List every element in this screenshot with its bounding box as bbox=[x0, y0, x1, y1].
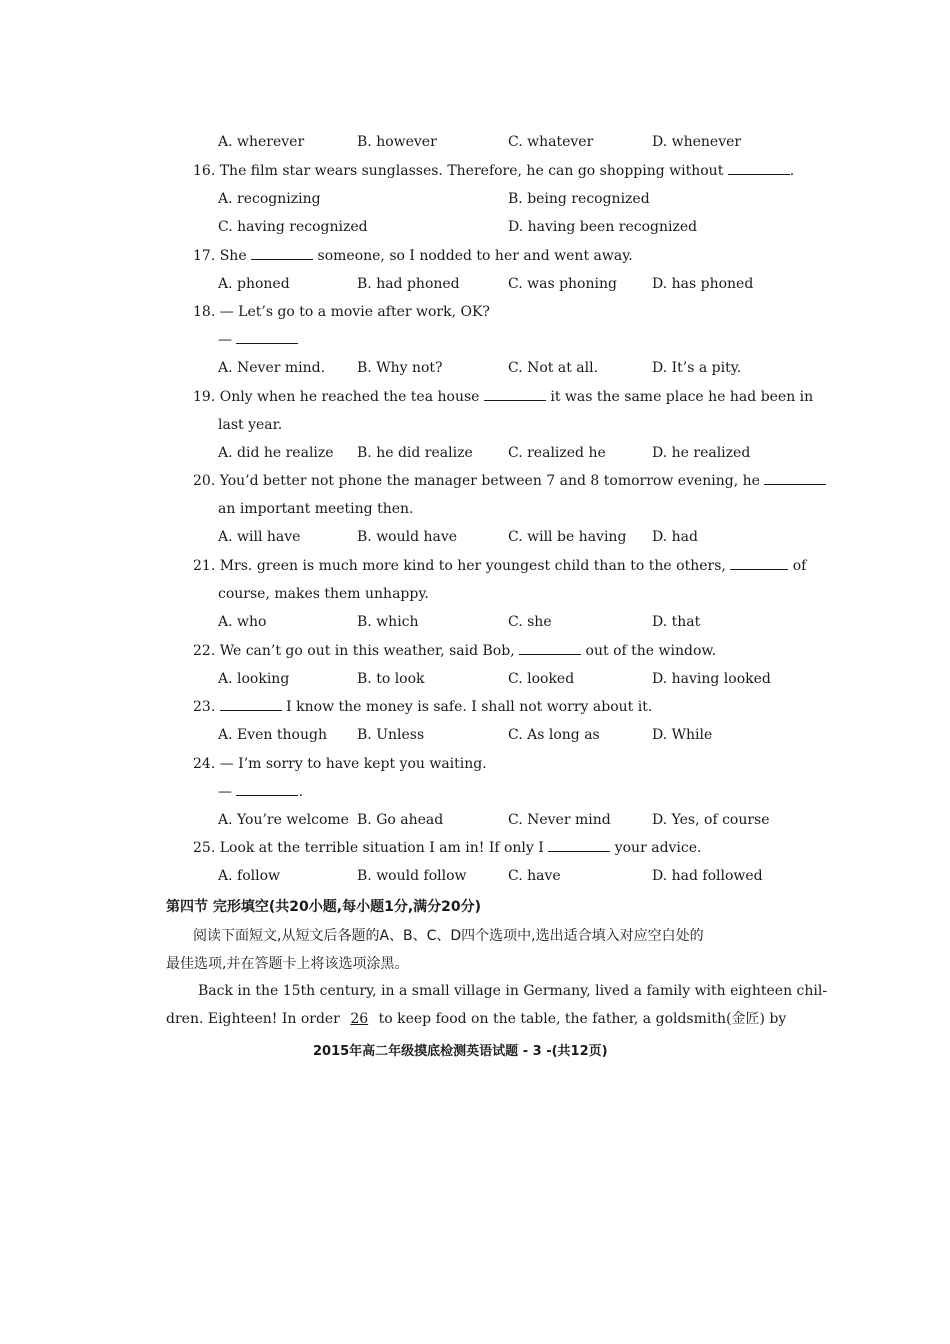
q20-option-a: A. will have bbox=[218, 529, 301, 545]
q17-option-d: D. has phoned bbox=[652, 276, 754, 292]
q25-stem-b: your advice. bbox=[614, 840, 702, 856]
q23-option-b: B. Unless bbox=[357, 727, 425, 743]
q23-option-d: D. While bbox=[652, 727, 713, 743]
q24-reply bbox=[218, 783, 303, 801]
passage-blank-26: 26 bbox=[350, 1011, 369, 1027]
q23-option-c: C. As long as bbox=[508, 727, 600, 743]
q24-option-c: C. Never mind bbox=[508, 812, 611, 828]
q21-blank bbox=[730, 557, 788, 570]
q21-stem bbox=[193, 557, 806, 575]
q23-stem-b: I know the money is safe. I shall not worry about it. bbox=[286, 699, 653, 715]
q22-option-b: B. to look bbox=[357, 671, 425, 687]
passage-line2 bbox=[166, 1010, 786, 1028]
q17-option-a: A. phoned bbox=[218, 276, 290, 292]
q17-blank bbox=[251, 247, 313, 260]
q20-stem-b: an important meeting then. bbox=[218, 501, 414, 517]
q15-option-d: D. whenever bbox=[652, 134, 742, 150]
q18-option-a: A. Never mind. bbox=[218, 360, 326, 376]
q19-stem-a: 19. Only when he reached the tea house bbox=[193, 389, 480, 405]
q23-blank bbox=[220, 698, 282, 711]
q19-stem-b: it was the same place he had been in bbox=[550, 389, 814, 405]
q20-option-b: B. would have bbox=[357, 529, 458, 545]
q20-blank bbox=[764, 472, 826, 485]
q25-option-d: D. had followed bbox=[652, 868, 763, 884]
q21-stem-c: course, makes them unhappy. bbox=[218, 586, 429, 602]
q22-stem-a: 22. We can’t go out in this weather, said Bob, bbox=[193, 643, 515, 659]
q15-option-c: C. whatever bbox=[508, 134, 594, 150]
q22-stem bbox=[193, 642, 716, 660]
q23-stem bbox=[193, 698, 652, 716]
q22-stem-b: out of the window. bbox=[585, 643, 717, 659]
passage-line2-b: to keep food on the table, the father, a goldsmith(金匠) by bbox=[378, 1011, 787, 1027]
q16-option-d: D. having been recognized bbox=[508, 219, 698, 235]
q16-blank bbox=[728, 162, 790, 175]
passage-line2-a: dren. Eighteen! In order bbox=[166, 1011, 340, 1027]
q25-blank bbox=[548, 839, 610, 852]
q16-option-b: B. being recognized bbox=[508, 191, 650, 207]
q24-option-d: D. Yes, of course bbox=[652, 812, 770, 828]
q20-option-c: C. will be having bbox=[508, 529, 627, 545]
q19-option-c: C. realized he bbox=[508, 445, 606, 461]
q24-reply-tail: . bbox=[298, 784, 303, 800]
q18-blank bbox=[236, 331, 298, 344]
q20-stem-a: 20. You’d better not phone the manager between 7 and 8 tomorrow evening, he bbox=[193, 473, 760, 489]
q20-stem bbox=[193, 472, 826, 490]
q25-stem-a: 25. Look at the terrible situation I am in! If only I bbox=[193, 840, 544, 856]
q18-reply bbox=[218, 331, 298, 349]
q25-option-b: B. would follow bbox=[357, 868, 467, 884]
q21-option-d: D. that bbox=[652, 614, 701, 630]
q18-option-c: C. Not at all. bbox=[508, 360, 599, 376]
q16-stem-text: 16. The film star wears sunglasses. Therefore, he can go shopping without bbox=[193, 163, 724, 179]
passage-line1: Back in the 15th century, in a small village in Germany, lived a family with eighteen chil- bbox=[198, 983, 828, 999]
q24-stem: 24. — I’m sorry to have kept you waiting. bbox=[193, 756, 487, 772]
section-title: 第四节 完形填空(共20小题,每小题1分,满分20分) bbox=[166, 899, 482, 915]
q17-stem-a: 17. She bbox=[193, 248, 247, 264]
q21-stem-b: of bbox=[792, 558, 807, 574]
q21-option-b: B. which bbox=[357, 614, 419, 630]
q19-option-d: D. he realized bbox=[652, 445, 751, 461]
q23-option-a: A. Even though bbox=[218, 727, 327, 743]
q18-reply-dash: — bbox=[218, 332, 232, 348]
q19-stem bbox=[193, 388, 813, 406]
q17-option-b: B. had phoned bbox=[357, 276, 460, 292]
q23-stem-a: 23. bbox=[193, 699, 216, 715]
q17-option-c: C. was phoning bbox=[508, 276, 617, 292]
q21-option-c: C. she bbox=[508, 614, 552, 630]
q22-blank bbox=[519, 642, 581, 655]
q18-option-d: D. It’s a pity. bbox=[652, 360, 742, 376]
q17-stem-b: someone, so I nodded to her and went away. bbox=[317, 248, 633, 264]
q15-option-b: B. however bbox=[357, 134, 437, 150]
q21-stem-a: 21. Mrs. green is much more kind to her youngest child than to the others, bbox=[193, 558, 726, 574]
q15-option-a: A. wherever bbox=[218, 134, 305, 150]
q20-option-d: D. had bbox=[652, 529, 698, 545]
q16-stem-tail: . bbox=[789, 163, 795, 179]
q19-option-b: B. he did realize bbox=[357, 445, 473, 461]
q18-stem: 18. — Let’s go to a movie after work, OK? bbox=[193, 304, 490, 320]
q18-option-b: B. Why not? bbox=[357, 360, 443, 376]
q19-option-a: A. did he realize bbox=[218, 445, 334, 461]
q16-option-a: A. recognizing bbox=[218, 191, 321, 207]
section-instruction-line2: 最佳选项,并在答题卡上将该选项涂黑。 bbox=[166, 956, 409, 972]
q19-stem-c: last year. bbox=[218, 417, 283, 433]
q24-blank bbox=[236, 783, 298, 796]
q21-option-a: A. who bbox=[218, 614, 267, 630]
q22-option-d: D. having looked bbox=[652, 671, 771, 687]
q25-option-c: C. have bbox=[508, 868, 561, 884]
q16-stem bbox=[193, 162, 794, 180]
q22-option-a: A. looking bbox=[218, 671, 290, 687]
q17-stem bbox=[193, 247, 633, 265]
q25-option-a: A. follow bbox=[218, 868, 280, 884]
q24-reply-dash: — bbox=[218, 784, 232, 800]
q16-option-c: C. having recognized bbox=[218, 219, 368, 235]
page-footer: 2015年高二年级摸底检测英语试题 - 3 -(共12页) bbox=[313, 1044, 608, 1059]
q25-stem bbox=[193, 839, 702, 857]
q22-option-c: C. looked bbox=[508, 671, 575, 687]
section-instruction-line1: 阅读下面短文,从短文后各题的A、B、C、D四个选项中,选出适合填入对应空白处的 bbox=[193, 928, 704, 944]
q19-blank bbox=[484, 388, 546, 401]
q24-option-a: A. You’re welcome bbox=[218, 812, 349, 828]
q24-option-b: B. Go ahead bbox=[357, 812, 444, 828]
